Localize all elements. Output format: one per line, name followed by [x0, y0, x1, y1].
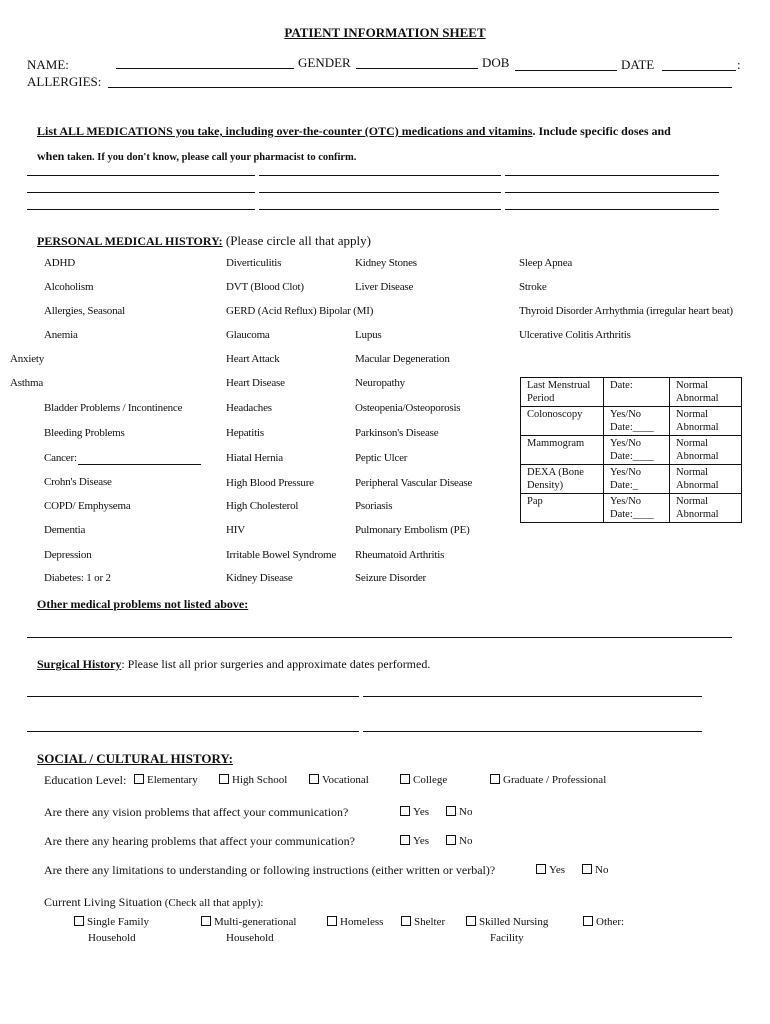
- condition-item[interactable]: ADHD: [44, 257, 75, 269]
- checkbox-icon[interactable]: [583, 916, 593, 926]
- option-label-line2: Household: [88, 932, 136, 944]
- condition-item[interactable]: COPD/ Emphysema: [44, 500, 131, 512]
- option-label: Yes: [549, 864, 566, 876]
- medications-instruction-rest: . Include specific doses and: [532, 124, 671, 138]
- condition-item[interactable]: Stroke: [519, 281, 547, 293]
- living-situation-label: [44, 893, 263, 911]
- option-label: No: [595, 864, 609, 876]
- living-option-homeless[interactable]: [327, 914, 383, 930]
- screening-result[interactable]: Normal Abnormal: [670, 407, 742, 436]
- gender-field[interactable]: [356, 68, 478, 69]
- page-title: PATIENT INFORMATION SHEET: [284, 25, 486, 40]
- screening-test: Last Menstrual Period: [521, 378, 604, 407]
- checkbox-icon[interactable]: [219, 774, 229, 784]
- table-row: [521, 407, 742, 436]
- option-label: Multi-generational: [214, 916, 297, 928]
- option-label: Elementary: [147, 774, 198, 786]
- limitations-no[interactable]: [582, 864, 608, 876]
- dob-label: DOB: [482, 55, 510, 70]
- gender-label: GENDER: [298, 55, 351, 70]
- allergies-label: ALLERGIES:: [27, 74, 102, 89]
- medication-line[interactable]: [259, 175, 501, 176]
- medications-instruction-line2: [37, 147, 356, 165]
- screening-result[interactable]: Normal Abnormal: [670, 436, 742, 465]
- screening-status[interactable]: Date:: [604, 378, 670, 407]
- education-option-elementary[interactable]: [134, 774, 198, 786]
- condition-item[interactable]: Pulmonary Embolism (PE): [355, 524, 470, 536]
- option-label: No: [459, 806, 473, 818]
- screenings-table: [520, 377, 742, 523]
- medication-line[interactable]: [259, 192, 501, 193]
- education-option-college[interactable]: [400, 774, 447, 786]
- checkbox-icon[interactable]: [582, 864, 592, 874]
- condition-item[interactable]: Kidney Stones: [355, 257, 417, 269]
- social-history-heading: SOCIAL / CULTURAL HISTORY:: [37, 751, 233, 766]
- condition-item[interactable]: High Blood Pressure: [226, 477, 314, 489]
- living-option-skilled-nursing[interactable]: [466, 914, 548, 946]
- condition-item[interactable]: Dementia: [44, 524, 86, 536]
- vision-question: Are there any vision problems that affect your communication?: [44, 805, 349, 819]
- condition-item[interactable]: Anemia: [44, 329, 78, 341]
- condition-item[interactable]: DVT (Blood Clot): [226, 281, 304, 293]
- condition-item[interactable]: Glaucoma: [226, 329, 270, 341]
- condition-item[interactable]: Liver Disease: [355, 281, 414, 293]
- condition-item[interactable]: Depression: [44, 549, 92, 561]
- condition-item[interactable]: Diabetes: 1 or 2: [44, 572, 111, 584]
- medication-line[interactable]: [27, 192, 255, 193]
- other-problems-heading: Other medical problems not listed above:: [37, 597, 249, 611]
- condition-item[interactable]: Neuropathy: [355, 377, 405, 389]
- option-label: Single Family: [87, 916, 150, 928]
- option-label: Yes: [413, 806, 430, 818]
- condition-item[interactable]: Psoriasis: [355, 500, 393, 512]
- surgical-history-heading: [37, 655, 430, 673]
- medical-history-heading: [37, 232, 371, 250]
- checkbox-icon[interactable]: [74, 916, 84, 926]
- living-situation-title: Current Living Situation: [44, 895, 162, 909]
- condition-item[interactable]: Heart Attack: [226, 353, 280, 365]
- surgical-history-text: : Please list all prior surgeries and approximate dates performed.: [121, 657, 431, 671]
- medications-when: when: [37, 149, 65, 163]
- condition-item[interactable]: Irritable Bowel Syndrome: [226, 549, 337, 561]
- table-row: [521, 465, 742, 494]
- checkbox-icon[interactable]: [400, 806, 410, 816]
- condition-item[interactable]: Lupus: [355, 329, 382, 341]
- vision-no[interactable]: [446, 806, 472, 818]
- hearing-no[interactable]: [446, 835, 472, 847]
- screening-status[interactable]: Yes/No Date:____: [604, 436, 670, 465]
- checkbox-icon[interactable]: [490, 774, 500, 784]
- condition-item[interactable]: Diverticulitis: [226, 257, 282, 269]
- option-label: Shelter: [414, 916, 446, 928]
- hearing-question: Are there any hearing problems that affect your communication?: [44, 834, 355, 848]
- condition-item[interactable]: Parkinson's Disease: [355, 427, 439, 439]
- option-label: Other:: [596, 916, 625, 928]
- surgery-line[interactable]: [27, 731, 359, 732]
- education-option-graduate[interactable]: [490, 774, 606, 786]
- condition-item[interactable]: HIV: [226, 524, 245, 536]
- vision-yes[interactable]: [400, 806, 429, 818]
- option-label: College: [413, 774, 448, 786]
- condition-item[interactable]: Alcoholism: [44, 281, 94, 293]
- name-field[interactable]: [116, 68, 294, 69]
- checkbox-icon[interactable]: [400, 774, 410, 784]
- medical-history-hint: (Please circle all that apply): [222, 233, 371, 248]
- dob-field[interactable]: [515, 70, 617, 71]
- checkbox-icon[interactable]: [466, 916, 476, 926]
- checkbox-icon[interactable]: [400, 835, 410, 845]
- name-label: NAME:: [27, 57, 69, 72]
- living-situation-hint: (Check all that apply):: [162, 897, 264, 909]
- living-option-shelter[interactable]: [401, 914, 445, 930]
- condition-item[interactable]: Crohn's Disease: [44, 476, 112, 488]
- screening-result[interactable]: Normal Abnormal: [670, 465, 742, 494]
- living-option-single-family[interactable]: [74, 914, 149, 946]
- surgery-line[interactable]: [27, 696, 359, 697]
- limitations-question: Are there any limitations to understanding or following instructions (either written or verbal)?: [44, 863, 496, 877]
- condition-item[interactable]: Ulcerative Colitis Arthritis: [519, 329, 631, 341]
- living-option-other[interactable]: [583, 914, 624, 930]
- condition-item[interactable]: Peptic Ulcer: [355, 452, 408, 464]
- checkbox-icon[interactable]: [536, 864, 546, 874]
- medication-line[interactable]: [505, 175, 719, 176]
- option-label: Yes: [413, 835, 430, 847]
- condition-item[interactable]: Cancer:: [44, 452, 77, 464]
- option-label: Homeless: [340, 916, 384, 928]
- condition-item[interactable]: Rheumatoid Arthritis: [355, 549, 445, 561]
- condition-item[interactable]: Hepatitis: [226, 427, 264, 439]
- condition-item[interactable]: High Cholesterol: [226, 500, 299, 512]
- option-label-line2: Facility: [490, 932, 524, 944]
- medical-history-title: PERSONAL MEDICAL HISTORY:: [37, 234, 223, 248]
- medication-line[interactable]: [505, 192, 719, 193]
- screening-result[interactable]: Normal Abnormal: [670, 494, 742, 523]
- condition-item[interactable]: Asthma: [10, 377, 44, 389]
- condition-item[interactable]: Headaches: [226, 402, 272, 414]
- checkbox-icon[interactable]: [401, 916, 411, 926]
- screening-result[interactable]: Normal Abnormal: [670, 378, 742, 407]
- education-option-vocational[interactable]: [309, 774, 369, 786]
- education-label: Education Level:: [44, 773, 127, 787]
- hearing-yes[interactable]: [400, 835, 429, 847]
- option-label-line2: Household: [226, 932, 274, 944]
- condition-item[interactable]: Osteopenia/Osteoporosis: [355, 402, 461, 414]
- option-label: Vocational: [322, 774, 369, 786]
- date-field[interactable]: [662, 70, 736, 71]
- condition-item[interactable]: Heart Disease: [226, 377, 285, 389]
- checkbox-icon[interactable]: [201, 916, 211, 926]
- cancer-type-field[interactable]: [78, 464, 201, 465]
- allergies-field[interactable]: [108, 87, 732, 88]
- education-option-high-school[interactable]: [219, 774, 287, 786]
- other-problems-field[interactable]: [27, 637, 732, 638]
- condition-item[interactable]: Hiatal Hernia: [226, 452, 283, 464]
- condition-item[interactable]: Bleeding Problems: [44, 427, 125, 439]
- checkbox-icon[interactable]: [446, 806, 456, 816]
- screening-test: DEXA (Bone Density): [521, 465, 604, 494]
- medications-instruction-end: taken. If you don't know, please call your pharmacist to confirm.: [64, 152, 357, 163]
- table-row: [521, 378, 742, 407]
- medication-line[interactable]: [27, 175, 255, 176]
- medication-line[interactable]: [259, 209, 501, 210]
- surgery-line[interactable]: [363, 731, 702, 732]
- condition-item[interactable]: GERD (Acid Reflux) Bipolar (MI): [226, 305, 374, 317]
- screening-test: Mammogram: [521, 436, 604, 465]
- condition-item[interactable]: Kidney Disease: [226, 572, 293, 584]
- checkbox-icon[interactable]: [134, 774, 144, 784]
- medications-instruction: [37, 124, 671, 139]
- limitations-yes[interactable]: [536, 864, 565, 876]
- option-label: No: [459, 835, 473, 847]
- option-label: High School: [232, 774, 288, 786]
- checkbox-icon[interactable]: [327, 916, 337, 926]
- screening-status[interactable]: Yes/No Date:____: [604, 407, 670, 436]
- surgical-history-title: Surgical History: [37, 657, 122, 671]
- surgery-line[interactable]: [363, 696, 702, 697]
- medications-instruction-underlined: List ALL MEDICATIONS you take, including over-the-counter (OTC) medications and vitamins: [37, 124, 533, 138]
- screening-status[interactable]: Yes/No Date:_: [604, 465, 670, 494]
- screening-test: Pap: [521, 494, 604, 523]
- table-row: [521, 436, 742, 465]
- condition-item[interactable]: Bladder Problems / Incontinence: [44, 402, 183, 414]
- checkbox-icon[interactable]: [309, 774, 319, 784]
- medication-line[interactable]: [27, 209, 255, 210]
- screening-test: Colonoscopy: [521, 407, 604, 436]
- option-label: Graduate / Professional: [503, 774, 607, 786]
- living-option-multi-generational[interactable]: [201, 914, 296, 946]
- condition-item[interactable]: Macular Degeneration: [355, 353, 450, 365]
- screening-status[interactable]: Yes/No Date:____: [604, 494, 670, 523]
- medication-line[interactable]: [505, 209, 719, 210]
- date-label: DATE: [621, 57, 655, 72]
- condition-item[interactable]: Sleep Apnea: [519, 257, 573, 269]
- condition-item[interactable]: Thyroid Disorder Arrhythmia (irregular heart beat): [519, 305, 733, 317]
- option-label: Skilled Nursing: [479, 916, 549, 928]
- condition-item[interactable]: Seizure Disorder: [355, 572, 427, 584]
- date-colon: :: [737, 57, 741, 72]
- condition-item[interactable]: Allergies, Seasonal: [44, 305, 125, 317]
- table-row: [521, 494, 742, 523]
- condition-item[interactable]: Peripheral Vascular Disease: [355, 477, 473, 489]
- checkbox-icon[interactable]: [446, 835, 456, 845]
- condition-item[interactable]: Anxiety: [10, 353, 45, 365]
